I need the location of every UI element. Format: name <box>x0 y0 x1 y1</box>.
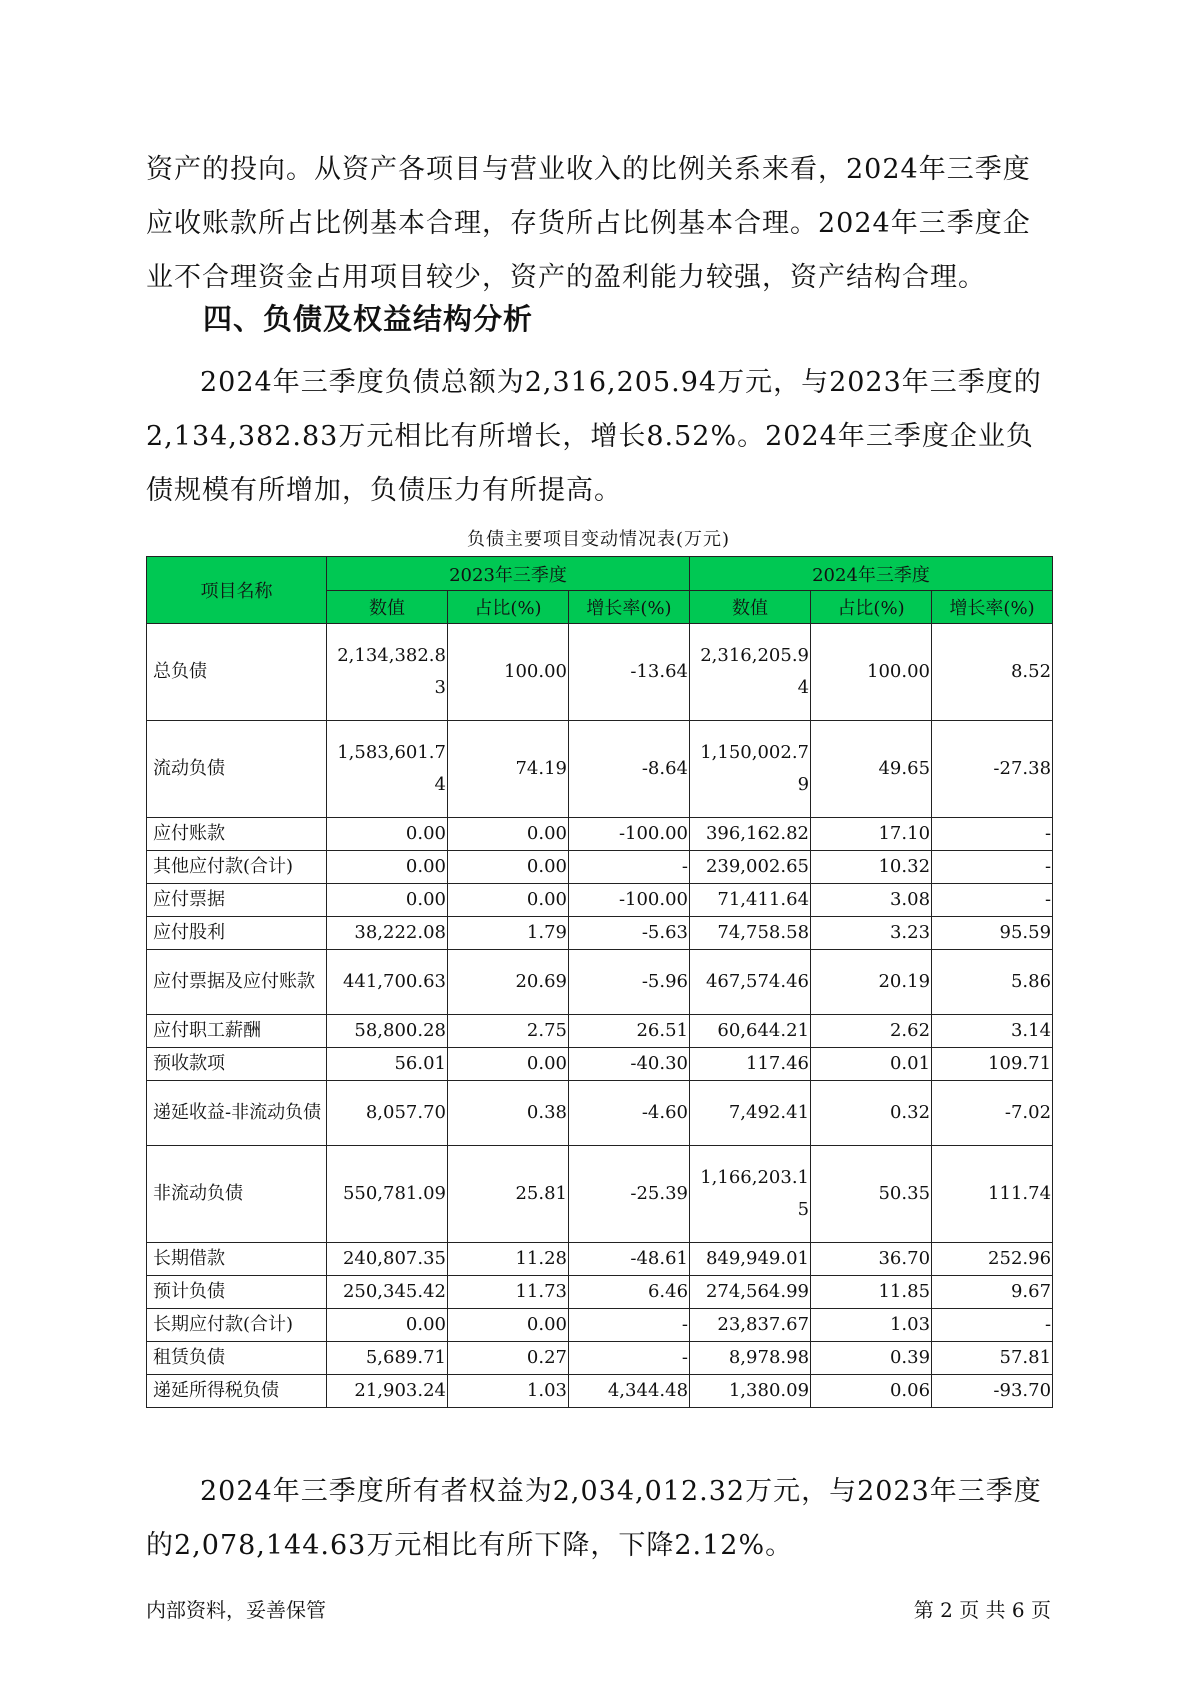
cell-value-2023: 2,134,382.83 <box>327 624 448 721</box>
row-name: 应付职工薪酬 <box>147 1015 327 1048</box>
cell-growth-2024: 5.86 <box>932 950 1053 1015</box>
row-name: 递延所得税负债 <box>147 1375 327 1408</box>
cell-growth-2024: 95.59 <box>932 917 1053 950</box>
cell-value-2024: 23,837.67 <box>690 1309 811 1342</box>
cell-value-2024: 396,162.82 <box>690 818 811 851</box>
cell-growth-2023: -8.64 <box>569 721 690 818</box>
header-growth-2024: 增长率(%) <box>932 591 1053 624</box>
cell-growth-2023: -13.64 <box>569 624 690 721</box>
table-row <box>147 1081 1053 1146</box>
table-row <box>147 1342 1053 1375</box>
cell-growth-2023: -4.60 <box>569 1081 690 1146</box>
cell-share-2024: 0.39 <box>811 1342 932 1375</box>
header-value-2024: 数值 <box>690 591 811 624</box>
header-share-2024: 占比(%) <box>811 591 932 624</box>
cell-value-2023: 1,583,601.74 <box>327 721 448 818</box>
row-name: 应付账款 <box>147 818 327 851</box>
cell-value-2024: 274,564.99 <box>690 1276 811 1309</box>
table-row <box>147 818 1053 851</box>
header-value-2023: 数值 <box>327 591 448 624</box>
table-row <box>147 1276 1053 1309</box>
cell-value-2024: 60,644.21 <box>690 1015 811 1048</box>
cell-value-2023: 550,781.09 <box>327 1146 448 1243</box>
cell-value-2024: 1,150,002.79 <box>690 721 811 818</box>
cell-growth-2023: - <box>569 1309 690 1342</box>
cell-share-2023: 2.75 <box>448 1015 569 1048</box>
cell-share-2024: 10.32 <box>811 851 932 884</box>
table-row <box>147 884 1053 917</box>
cell-value-2024: 1,380.09 <box>690 1375 811 1408</box>
cell-value-2024: 467,574.46 <box>690 950 811 1015</box>
cell-growth-2023: -40.30 <box>569 1048 690 1081</box>
cell-share-2023: 1.79 <box>448 917 569 950</box>
row-name: 应付票据 <box>147 884 327 917</box>
table-body <box>147 624 1053 1408</box>
intro-paragraph: 资产的投向。从资产各项目与营业收入的比例关系来看，2024年三季度应收账款所占比例基本合理，存货所占比例基本合理。2024年三季度企业不合理资金占用项目较少，资产的盈利能力较强，资产结构合理。 <box>146 154 1031 293</box>
cell-share-2023: 0.00 <box>448 884 569 917</box>
table-row <box>147 1375 1053 1408</box>
cell-growth-2024: -27.38 <box>932 721 1053 818</box>
cell-value-2023: 8,057.70 <box>327 1081 448 1146</box>
cell-value-2024: 71,411.64 <box>690 884 811 917</box>
table-row <box>147 917 1053 950</box>
row-name: 流动负债 <box>147 721 327 818</box>
table-row <box>147 950 1053 1015</box>
row-name: 预计负债 <box>147 1276 327 1309</box>
cell-share-2024: 36.70 <box>811 1243 932 1276</box>
cell-growth-2024: -7.02 <box>932 1081 1053 1146</box>
cell-share-2024: 0.32 <box>811 1081 932 1146</box>
cell-growth-2024: - <box>932 884 1053 917</box>
header-period-2023: 2023年三季度 <box>327 557 690 591</box>
cell-share-2024: 49.65 <box>811 721 932 818</box>
row-name: 递延收益-非流动负债 <box>147 1081 327 1146</box>
footer-page-number: 第 2 页 共 6 页 <box>913 1598 1051 1622</box>
cell-value-2024: 2,316,205.94 <box>690 624 811 721</box>
cell-growth-2023: 26.51 <box>569 1015 690 1048</box>
row-name: 长期应付款(合计) <box>147 1309 327 1342</box>
cell-growth-2023: - <box>569 1342 690 1375</box>
cell-share-2023: 0.00 <box>448 1048 569 1081</box>
cell-share-2023: 0.27 <box>448 1342 569 1375</box>
cell-value-2023: 0.00 <box>327 818 448 851</box>
cell-growth-2024: 8.52 <box>932 624 1053 721</box>
cell-share-2024: 0.01 <box>811 1048 932 1081</box>
table-row <box>147 624 1053 721</box>
equity-paragraph <box>146 1465 1051 1573</box>
table-caption: 负债主要项目变动情况表(万元) <box>466 529 731 550</box>
cell-value-2023: 0.00 <box>327 1309 448 1342</box>
cell-share-2024: 50.35 <box>811 1146 932 1243</box>
cell-share-2024: 2.62 <box>811 1015 932 1048</box>
cell-growth-2023: -48.61 <box>569 1243 690 1276</box>
cell-growth-2024: 57.81 <box>932 1342 1053 1375</box>
cell-growth-2023: 6.46 <box>569 1276 690 1309</box>
row-name: 非流动负债 <box>147 1146 327 1243</box>
liability-paragraph-text: 2024年三季度负债总额为2,316,205.94万元，与2023年三季度的2,134,382.83万元相比有所增长，增长8.52%。2024年三季度企业负债规模有所增加，负债压力有所提高。 <box>146 367 1042 506</box>
cell-share-2023: 0.00 <box>448 1309 569 1342</box>
cell-growth-2024: 9.67 <box>932 1276 1053 1309</box>
cell-value-2023: 5,689.71 <box>327 1342 448 1375</box>
cell-value-2023: 250,345.42 <box>327 1276 448 1309</box>
cell-share-2023: 11.28 <box>448 1243 569 1276</box>
cell-growth-2023: -5.63 <box>569 917 690 950</box>
row-name: 长期借款 <box>147 1243 327 1276</box>
cell-value-2024: 1,166,203.15 <box>690 1146 811 1243</box>
table-row <box>147 721 1053 818</box>
table-row <box>147 1243 1053 1276</box>
cell-value-2023: 0.00 <box>327 884 448 917</box>
cell-growth-2024: - <box>932 851 1053 884</box>
section-heading: 四、负债及权益结构分析 <box>203 302 534 336</box>
cell-growth-2024: - <box>932 818 1053 851</box>
cell-growth-2023: 4,344.48 <box>569 1375 690 1408</box>
cell-share-2023: 0.00 <box>448 851 569 884</box>
cell-value-2024: 74,758.58 <box>690 917 811 950</box>
liability-paragraph <box>146 356 1051 518</box>
table-row <box>147 1015 1053 1048</box>
cell-value-2024: 239,002.65 <box>690 851 811 884</box>
cell-growth-2024: 3.14 <box>932 1015 1053 1048</box>
cell-growth-2024: - <box>932 1309 1053 1342</box>
row-name: 其他应付款(合计) <box>147 851 327 884</box>
table-row <box>147 1146 1053 1243</box>
cell-value-2024: 8,978.98 <box>690 1342 811 1375</box>
cell-share-2024: 20.19 <box>811 950 932 1015</box>
header-share-2023: 占比(%) <box>448 591 569 624</box>
cell-growth-2024: 109.71 <box>932 1048 1053 1081</box>
cell-share-2023: 1.03 <box>448 1375 569 1408</box>
cell-share-2023: 100.00 <box>448 624 569 721</box>
row-name: 应付票据及应付账款 <box>147 950 327 1015</box>
row-name: 总负债 <box>147 624 327 721</box>
cell-share-2024: 3.23 <box>811 917 932 950</box>
cell-growth-2023: -25.39 <box>569 1146 690 1243</box>
row-name: 租赁负债 <box>147 1342 327 1375</box>
cell-share-2024: 100.00 <box>811 624 932 721</box>
header-item-name: 项目名称 <box>147 557 327 624</box>
cell-growth-2024: -93.70 <box>932 1375 1053 1408</box>
cell-share-2024: 17.10 <box>811 818 932 851</box>
cell-value-2023: 58,800.28 <box>327 1015 448 1048</box>
cell-share-2023: 0.38 <box>448 1081 569 1146</box>
cell-share-2023: 0.00 <box>448 818 569 851</box>
cell-share-2023: 11.73 <box>448 1276 569 1309</box>
header-period-2024: 2024年三季度 <box>690 557 1053 591</box>
table-row <box>147 851 1053 884</box>
cell-value-2023: 21,903.24 <box>327 1375 448 1408</box>
cell-share-2024: 0.06 <box>811 1375 932 1408</box>
table-row <box>147 1309 1053 1342</box>
cell-share-2023: 20.69 <box>448 950 569 1015</box>
cell-value-2023: 0.00 <box>327 851 448 884</box>
cell-value-2023: 441,700.63 <box>327 950 448 1015</box>
row-name: 预收款项 <box>147 1048 327 1081</box>
cell-value-2023: 240,807.35 <box>327 1243 448 1276</box>
cell-share-2024: 11.85 <box>811 1276 932 1309</box>
liability-table <box>146 556 1053 1408</box>
cell-value-2024: 849,949.01 <box>690 1243 811 1276</box>
cell-share-2023: 74.19 <box>448 721 569 818</box>
footer-confidential-note: 内部资料，妥善保管 <box>146 1598 326 1622</box>
cell-share-2023: 25.81 <box>448 1146 569 1243</box>
cell-growth-2024: 111.74 <box>932 1146 1053 1243</box>
cell-share-2024: 1.03 <box>811 1309 932 1342</box>
cell-value-2023: 56.01 <box>327 1048 448 1081</box>
cell-value-2023: 38,222.08 <box>327 917 448 950</box>
table-row <box>147 1048 1053 1081</box>
cell-growth-2023: - <box>569 851 690 884</box>
row-name: 应付股利 <box>147 917 327 950</box>
cell-value-2024: 7,492.41 <box>690 1081 811 1146</box>
cell-growth-2023: -100.00 <box>569 818 690 851</box>
cell-growth-2023: -5.96 <box>569 950 690 1015</box>
cell-growth-2023: -100.00 <box>569 884 690 917</box>
header-growth-2023: 增长率(%) <box>569 591 690 624</box>
cell-value-2024: 117.46 <box>690 1048 811 1081</box>
cell-share-2024: 3.08 <box>811 884 932 917</box>
cell-growth-2024: 252.96 <box>932 1243 1053 1276</box>
equity-paragraph-text: 2024年三季度所有者权益为2,034,012.32万元，与2023年三季度的2,078,144.63万元相比有所下降，下降2.12%。 <box>146 1476 1042 1561</box>
